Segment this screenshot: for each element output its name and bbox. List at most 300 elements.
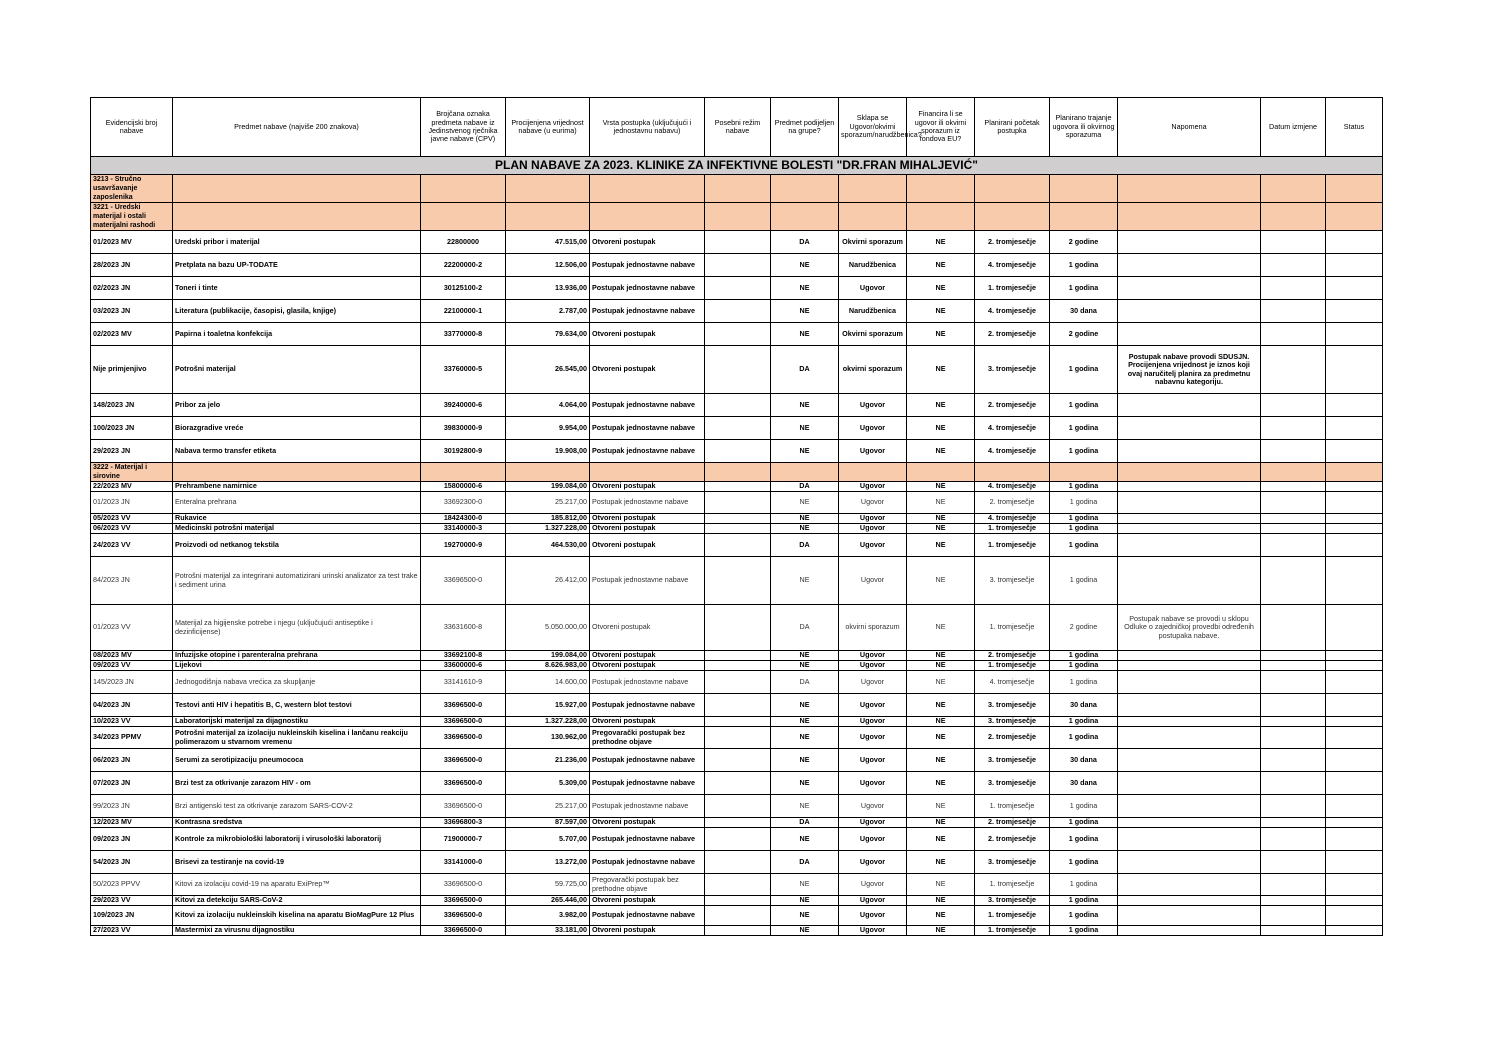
section-empty-cell xyxy=(975,463,1050,482)
cell-predmet-nabave: Kitovi za izolaciju covid-19 na aparatu ExiPrep™ xyxy=(173,874,421,896)
cell-evidencijski-broj: 29/2023 JN xyxy=(91,440,173,463)
section-empty-cell xyxy=(1050,463,1118,482)
cell-cpv-oznaka: 33696500-0 xyxy=(421,926,506,936)
cell-planirano-trajanje: 1 godina xyxy=(1050,277,1118,300)
cell-ugovor-tip: Ugovor xyxy=(839,851,907,874)
cell-cpv-oznaka: 33631600-8 xyxy=(421,605,506,651)
cell-posebni-rezim xyxy=(705,492,771,514)
table-row xyxy=(91,524,1383,534)
cell-cpv-oznaka: 39830000-9 xyxy=(421,417,506,440)
cell-podijeljen-na-grupe: DA xyxy=(771,671,839,694)
table-row xyxy=(91,795,1383,818)
cell-napomena: Postupak nabave provodi SDUSJN. Procijenjena vrijednost je iznos koji ovaj naručitelj planira za predmetnu nabavnu kategoriju. xyxy=(1118,346,1261,394)
cell-evidencijski-broj: 10/2023 VV xyxy=(91,717,173,727)
cell-cpv-oznaka: 33696500-0 xyxy=(421,795,506,818)
cell-cpv-oznaka: 33696800-3 xyxy=(421,818,506,828)
cell-cpv-oznaka: 30125100-2 xyxy=(421,277,506,300)
cell-status xyxy=(1326,394,1383,417)
cell-napomena xyxy=(1118,524,1261,534)
cell-cpv-oznaka: 71900000-7 xyxy=(421,828,506,851)
table-row xyxy=(91,926,1383,936)
cell-vrsta-postupka: Otvoreni postupak xyxy=(590,651,705,661)
cell-posebni-rezim xyxy=(705,694,771,717)
cell-podijeljen-na-grupe: NE xyxy=(771,323,839,346)
section-row xyxy=(91,463,1383,482)
section-empty-cell xyxy=(1326,203,1383,231)
cell-ugovor-tip: Ugovor xyxy=(839,524,907,534)
cell-posebni-rezim xyxy=(705,514,771,524)
column-header-planirano-trajanje: Planirano trajanje ugovora ili okvirnog sporazuma xyxy=(1050,98,1118,157)
cell-evidencijski-broj: 06/2023 VV xyxy=(91,524,173,534)
cell-napomena xyxy=(1118,874,1261,896)
cell-datum-izmjene xyxy=(1261,394,1326,417)
cell-predmet-nabave: Uredski pribor i materijal xyxy=(173,231,421,254)
cell-procijenjena-vrijednost: 199.084,00 xyxy=(506,651,590,661)
cell-planirani-pocetak: 2. tromjesečje xyxy=(975,828,1050,851)
cell-vrsta-postupka: Postupak jednostavne nabave xyxy=(590,851,705,874)
cell-napomena xyxy=(1118,828,1261,851)
cell-planirano-trajanje: 1 godina xyxy=(1050,661,1118,671)
cell-evidencijski-broj: 03/2023 JN xyxy=(91,300,173,323)
cell-planirani-pocetak: 2. tromjesečje xyxy=(975,394,1050,417)
cell-eu-fondovi: NE xyxy=(907,795,975,818)
cell-eu-fondovi: NE xyxy=(907,277,975,300)
cell-cpv-oznaka: 33696500-0 xyxy=(421,557,506,605)
cell-predmet-nabave: Laboratorijski materijal za dijagnostiku xyxy=(173,717,421,727)
cell-datum-izmjene xyxy=(1261,557,1326,605)
cell-posebni-rezim xyxy=(705,394,771,417)
cell-posebni-rezim xyxy=(705,300,771,323)
cell-posebni-rezim xyxy=(705,795,771,818)
cell-podijeljen-na-grupe: NE xyxy=(771,417,839,440)
cell-ugovor-tip: Ugovor xyxy=(839,440,907,463)
cell-eu-fondovi: NE xyxy=(907,896,975,906)
cell-planirani-pocetak: 2. tromjesečje xyxy=(975,818,1050,828)
cell-planirano-trajanje: 1 godina xyxy=(1050,896,1118,906)
cell-posebni-rezim xyxy=(705,772,771,795)
cell-posebni-rezim xyxy=(705,231,771,254)
cell-planirani-pocetak: 3. tromjesečje xyxy=(975,749,1050,772)
cell-status xyxy=(1326,828,1383,851)
section-empty-cell xyxy=(421,463,506,482)
cell-procijenjena-vrijednost: 12.506,00 xyxy=(506,254,590,277)
cell-ugovor-tip: Ugovor xyxy=(839,727,907,749)
table-row xyxy=(91,231,1383,254)
cell-vrsta-postupka: Postupak jednostavne nabave xyxy=(590,254,705,277)
cell-ugovor-tip: Okvirni sporazum xyxy=(839,323,907,346)
cell-cpv-oznaka: 39240000-6 xyxy=(421,394,506,417)
cell-eu-fondovi: NE xyxy=(907,749,975,772)
cell-predmet-nabave: Materijal za higijenske potrebe i njegu (uključujući antiseptike i dezinficijense) xyxy=(173,605,421,651)
cell-planirani-pocetak: 3. tromjesečje xyxy=(975,694,1050,717)
cell-status xyxy=(1326,749,1383,772)
cell-procijenjena-vrijednost: 265.446,00 xyxy=(506,896,590,906)
cell-planirani-pocetak: 4. tromjesečje xyxy=(975,254,1050,277)
cell-datum-izmjene xyxy=(1261,417,1326,440)
cell-evidencijski-broj: 99/2023 JN xyxy=(91,795,173,818)
section-empty-cell xyxy=(975,175,1050,203)
cell-predmet-nabave: Prehrambene namirnice xyxy=(173,482,421,492)
cell-vrsta-postupka: Otvoreni postupak xyxy=(590,323,705,346)
cell-procijenjena-vrijednost: 21.236,00 xyxy=(506,749,590,772)
cell-posebni-rezim xyxy=(705,671,771,694)
cell-podijeljen-na-grupe: DA xyxy=(771,534,839,557)
cell-vrsta-postupka: Postupak jednostavne nabave xyxy=(590,749,705,772)
cell-datum-izmjene xyxy=(1261,906,1326,926)
cell-posebni-rezim xyxy=(705,440,771,463)
cell-napomena xyxy=(1118,394,1261,417)
table-row xyxy=(91,896,1383,906)
cell-posebni-rezim xyxy=(705,417,771,440)
cell-status xyxy=(1326,346,1383,394)
cell-procijenjena-vrijednost: 1.327.228,00 xyxy=(506,717,590,727)
cell-ugovor-tip: Ugovor xyxy=(839,795,907,818)
cell-predmet-nabave: Toneri i tinte xyxy=(173,277,421,300)
cell-vrsta-postupka: Postupak jednostavne nabave xyxy=(590,394,705,417)
cell-cpv-oznaka: 22200000-2 xyxy=(421,254,506,277)
table-row xyxy=(91,300,1383,323)
cell-posebni-rezim xyxy=(705,926,771,936)
cell-podijeljen-na-grupe: NE xyxy=(771,749,839,772)
cell-ugovor-tip: Ugovor xyxy=(839,874,907,896)
cell-procijenjena-vrijednost: 5.309,00 xyxy=(506,772,590,795)
table-row xyxy=(91,906,1383,926)
cell-ugovor-tip: Ugovor xyxy=(839,417,907,440)
cell-planirano-trajanje: 30 dana xyxy=(1050,749,1118,772)
cell-planirano-trajanje: 1 godina xyxy=(1050,534,1118,557)
cell-eu-fondovi: NE xyxy=(907,661,975,671)
cell-planirano-trajanje: 30 dana xyxy=(1050,772,1118,795)
cell-napomena xyxy=(1118,534,1261,557)
cell-evidencijski-broj: 01/2023 JN xyxy=(91,492,173,514)
table-row xyxy=(91,417,1383,440)
cell-datum-izmjene xyxy=(1261,440,1326,463)
cell-evidencijski-broj: 12/2023 MV xyxy=(91,818,173,828)
cell-ugovor-tip: Ugovor xyxy=(839,828,907,851)
page-title: PLAN NABAVE ZA 2023. KLINIKE ZA INFEKTIVNE BOLESTI "DR.FRAN MIHALJEVIĆ" xyxy=(91,157,1383,175)
cell-status xyxy=(1326,534,1383,557)
cell-procijenjena-vrijednost: 2.787,00 xyxy=(506,300,590,323)
cell-evidencijski-broj: 01/2023 MV xyxy=(91,231,173,254)
cell-cpv-oznaka: 33696500-0 xyxy=(421,727,506,749)
cell-eu-fondovi: NE xyxy=(907,671,975,694)
cell-planirani-pocetak: 1. tromjesečje xyxy=(975,661,1050,671)
cell-status xyxy=(1326,694,1383,717)
cell-evidencijski-broj: 09/2023 VV xyxy=(91,661,173,671)
cell-eu-fondovi: NE xyxy=(907,417,975,440)
cell-eu-fondovi: NE xyxy=(907,828,975,851)
cell-eu-fondovi: NE xyxy=(907,727,975,749)
cell-status xyxy=(1326,651,1383,661)
table-row xyxy=(91,671,1383,694)
cell-ugovor-tip: Ugovor xyxy=(839,557,907,605)
cell-posebni-rezim xyxy=(705,323,771,346)
table-row xyxy=(91,440,1383,463)
column-header-vrsta-postupka: Vrsta postupka (uključujući i jednostavnu nabavu) xyxy=(590,98,705,157)
cell-ugovor-tip: Ugovor xyxy=(839,694,907,717)
section-empty-cell xyxy=(907,463,975,482)
cell-planirano-trajanje: 1 godina xyxy=(1050,906,1118,926)
cell-datum-izmjene xyxy=(1261,818,1326,828)
section-empty-cell xyxy=(1261,203,1326,231)
cell-planirani-pocetak: 1. tromjesečje xyxy=(975,926,1050,936)
section-empty-cell xyxy=(1118,463,1261,482)
section-empty-cell xyxy=(173,203,421,231)
section-empty-cell xyxy=(839,175,907,203)
cell-podijeljen-na-grupe: NE xyxy=(771,661,839,671)
cell-posebni-rezim xyxy=(705,818,771,828)
cell-ugovor-tip: Ugovor xyxy=(839,394,907,417)
section-empty-cell xyxy=(506,203,590,231)
cell-podijeljen-na-grupe: NE xyxy=(771,394,839,417)
cell-napomena xyxy=(1118,926,1261,936)
cell-datum-izmjene xyxy=(1261,605,1326,651)
cell-planirano-trajanje: 1 godina xyxy=(1050,717,1118,727)
cell-eu-fondovi: NE xyxy=(907,717,975,727)
cell-procijenjena-vrijednost: 13.936,00 xyxy=(506,277,590,300)
cell-datum-izmjene xyxy=(1261,346,1326,394)
cell-status xyxy=(1326,896,1383,906)
cell-status xyxy=(1326,440,1383,463)
cell-procijenjena-vrijednost: 8.626.983,00 xyxy=(506,661,590,671)
cell-predmet-nabave: Potrošni materijal za integrirani automatizirani urinski analizator za test trake i sediment urina xyxy=(173,557,421,605)
cell-vrsta-postupka: Postupak jednostavne nabave xyxy=(590,828,705,851)
cell-napomena xyxy=(1118,795,1261,818)
cell-napomena xyxy=(1118,514,1261,524)
cell-eu-fondovi: NE xyxy=(907,534,975,557)
cell-planirano-trajanje: 1 godina xyxy=(1050,394,1118,417)
cell-cpv-oznaka: 33696500-0 xyxy=(421,749,506,772)
cell-planirano-trajanje: 1 godina xyxy=(1050,482,1118,492)
cell-napomena xyxy=(1118,323,1261,346)
cell-procijenjena-vrijednost: 464.530,00 xyxy=(506,534,590,557)
cell-evidencijski-broj: 148/2023 JN xyxy=(91,394,173,417)
cell-podijeljen-na-grupe: DA xyxy=(771,231,839,254)
section-empty-cell xyxy=(590,175,705,203)
cell-napomena xyxy=(1118,772,1261,795)
section-empty-cell xyxy=(1118,175,1261,203)
section-empty-cell xyxy=(705,463,771,482)
cell-vrsta-postupka: Postupak jednostavne nabave xyxy=(590,440,705,463)
cell-podijeljen-na-grupe: NE xyxy=(771,514,839,524)
cell-datum-izmjene xyxy=(1261,851,1326,874)
cell-datum-izmjene xyxy=(1261,651,1326,661)
cell-ugovor-tip: Ugovor xyxy=(839,534,907,557)
cell-vrsta-postupka: Otvoreni postupak xyxy=(590,661,705,671)
cell-status xyxy=(1326,277,1383,300)
cell-ugovor-tip: okvirni sporazum xyxy=(839,605,907,651)
cell-vrsta-postupka: Pregovarački postupak bez prethodne objave xyxy=(590,727,705,749)
cell-napomena xyxy=(1118,749,1261,772)
cell-cpv-oznaka: 33696500-0 xyxy=(421,694,506,717)
cell-evidencijski-broj: 84/2023 JN xyxy=(91,557,173,605)
cell-vrsta-postupka: Postupak jednostavne nabave xyxy=(590,906,705,926)
cell-planirano-trajanje: 1 godina xyxy=(1050,851,1118,874)
cell-procijenjena-vrijednost: 26.545,00 xyxy=(506,346,590,394)
cell-evidencijski-broj: 27/2023 VV xyxy=(91,926,173,936)
cell-vrsta-postupka: Otvoreni postupak xyxy=(590,514,705,524)
cell-predmet-nabave: Brzi antigenski test za otkrivanje zarazom SARS-COV-2 xyxy=(173,795,421,818)
cell-planirani-pocetak: 3. tromjesečje xyxy=(975,896,1050,906)
table-row xyxy=(91,254,1383,277)
cell-datum-izmjene xyxy=(1261,795,1326,818)
cell-cpv-oznaka: 19270000-9 xyxy=(421,534,506,557)
cell-status xyxy=(1326,874,1383,896)
cell-datum-izmjene xyxy=(1261,749,1326,772)
cell-planirano-trajanje: 30 dana xyxy=(1050,694,1118,717)
cell-cpv-oznaka: 33141000-0 xyxy=(421,851,506,874)
cell-procijenjena-vrijednost: 47.515,00 xyxy=(506,231,590,254)
section-row xyxy=(91,203,1383,231)
cell-podijeljen-na-grupe: NE xyxy=(771,795,839,818)
cell-cpv-oznaka: 33760000-5 xyxy=(421,346,506,394)
table-row xyxy=(91,651,1383,661)
cell-cpv-oznaka: 33696500-0 xyxy=(421,717,506,727)
cell-planirano-trajanje: 1 godina xyxy=(1050,671,1118,694)
cell-napomena xyxy=(1118,651,1261,661)
cell-procijenjena-vrijednost: 79.634,00 xyxy=(506,323,590,346)
cell-procijenjena-vrijednost: 3.982,00 xyxy=(506,906,590,926)
section-empty-cell xyxy=(1261,175,1326,203)
cell-planirano-trajanje: 1 godina xyxy=(1050,727,1118,749)
table-row xyxy=(91,605,1383,651)
cell-procijenjena-vrijednost: 130.962,00 xyxy=(506,727,590,749)
cell-vrsta-postupka: Otvoreni postupak xyxy=(590,896,705,906)
cell-predmet-nabave: Rukavice xyxy=(173,514,421,524)
cell-evidencijski-broj: 145/2023 JN xyxy=(91,671,173,694)
cell-eu-fondovi: NE xyxy=(907,514,975,524)
cell-eu-fondovi: NE xyxy=(907,231,975,254)
cell-predmet-nabave: Pribor za jelo xyxy=(173,394,421,417)
cell-datum-izmjene xyxy=(1261,772,1326,795)
section-empty-cell xyxy=(1326,463,1383,482)
table-row xyxy=(91,323,1383,346)
cell-ugovor-tip: Ugovor xyxy=(839,818,907,828)
cell-datum-izmjene xyxy=(1261,254,1326,277)
table-body xyxy=(91,175,1383,936)
table-row xyxy=(91,818,1383,828)
cell-datum-izmjene xyxy=(1261,727,1326,749)
cell-napomena xyxy=(1118,277,1261,300)
cell-predmet-nabave: Literatura (publikacije, časopisi, glasila, knjige) xyxy=(173,300,421,323)
section-empty-cell xyxy=(771,175,839,203)
cell-posebni-rezim xyxy=(705,717,771,727)
cell-status xyxy=(1326,605,1383,651)
cell-status xyxy=(1326,671,1383,694)
cell-eu-fondovi: NE xyxy=(907,874,975,896)
cell-status xyxy=(1326,300,1383,323)
cell-planirano-trajanje: 2 godine xyxy=(1050,605,1118,651)
cell-vrsta-postupka: Postupak jednostavne nabave xyxy=(590,277,705,300)
cell-eu-fondovi: NE xyxy=(907,651,975,661)
cell-planirano-trajanje: 2 godine xyxy=(1050,323,1118,346)
cell-posebni-rezim xyxy=(705,749,771,772)
cell-evidencijski-broj: 02/2023 MV xyxy=(91,323,173,346)
cell-planirani-pocetak: 2. tromjesečje xyxy=(975,651,1050,661)
cell-eu-fondovi: NE xyxy=(907,346,975,394)
cell-posebni-rezim xyxy=(705,346,771,394)
cell-evidencijski-broj: 34/2023 PPMV xyxy=(91,727,173,749)
cell-procijenjena-vrijednost: 14.600,00 xyxy=(506,671,590,694)
table-row xyxy=(91,534,1383,557)
section-empty-cell xyxy=(771,463,839,482)
cell-evidencijski-broj: 01/2023 VV xyxy=(91,605,173,651)
cell-podijeljen-na-grupe: DA xyxy=(771,346,839,394)
table-row xyxy=(91,727,1383,749)
cell-podijeljen-na-grupe: NE xyxy=(771,254,839,277)
cell-eu-fondovi: NE xyxy=(907,605,975,651)
cell-planirani-pocetak: 4. tromjesečje xyxy=(975,440,1050,463)
cell-ugovor-tip: Ugovor xyxy=(839,651,907,661)
table-header-row xyxy=(91,98,1383,157)
cell-ugovor-tip: Ugovor xyxy=(839,926,907,936)
cell-status xyxy=(1326,482,1383,492)
cell-procijenjena-vrijednost: 13.272,00 xyxy=(506,851,590,874)
cell-planirano-trajanje: 1 godina xyxy=(1050,514,1118,524)
cell-ugovor-tip: Ugovor xyxy=(839,492,907,514)
cell-posebni-rezim xyxy=(705,727,771,749)
cell-evidencijski-broj: 29/2023 VV xyxy=(91,896,173,906)
cell-eu-fondovi: NE xyxy=(907,524,975,534)
cell-planirani-pocetak: 3. tromjesečje xyxy=(975,851,1050,874)
cell-planirano-trajanje: 1 godina xyxy=(1050,926,1118,936)
section-empty-cell xyxy=(705,203,771,231)
cell-ugovor-tip: Ugovor xyxy=(839,717,907,727)
cell-predmet-nabave: Serumi za serotipizaciju pneumococa xyxy=(173,749,421,772)
cell-ugovor-tip: okvirni sporazum xyxy=(839,346,907,394)
column-header-eu-fondovi: Financira li se ugovor ili okvirni sporazum iz fondova EU? xyxy=(907,98,975,157)
cell-posebni-rezim xyxy=(705,906,771,926)
cell-planirano-trajanje: 1 godina xyxy=(1050,254,1118,277)
cell-datum-izmjene xyxy=(1261,231,1326,254)
cell-ugovor-tip: Ugovor xyxy=(839,772,907,795)
cell-napomena: Postupak nabave se provodi u sklopu Odluke o zajedničkoj provedbi određenih postupaka nabave. xyxy=(1118,605,1261,651)
cell-ugovor-tip: Ugovor xyxy=(839,749,907,772)
cell-planirano-trajanje: 1 godina xyxy=(1050,818,1118,828)
cell-predmet-nabave: Papirna i toaletna konfekcija xyxy=(173,323,421,346)
cell-status xyxy=(1326,818,1383,828)
cell-napomena xyxy=(1118,440,1261,463)
cell-napomena xyxy=(1118,254,1261,277)
cell-cpv-oznaka: 33140000-3 xyxy=(421,524,506,534)
cell-napomena xyxy=(1118,906,1261,926)
cell-evidencijski-broj: 05/2023 VV xyxy=(91,514,173,524)
cell-napomena xyxy=(1118,851,1261,874)
cell-procijenjena-vrijednost: 9.954,00 xyxy=(506,417,590,440)
cell-planirani-pocetak: 2. tromjesečje xyxy=(975,323,1050,346)
section-empty-cell xyxy=(705,175,771,203)
cell-vrsta-postupka: Otvoreni postupak xyxy=(590,818,705,828)
cell-procijenjena-vrijednost: 5.050.000,00 xyxy=(506,605,590,651)
cell-vrsta-postupka: Otvoreni postupak xyxy=(590,717,705,727)
cell-status xyxy=(1326,906,1383,926)
cell-cpv-oznaka: 30192800-9 xyxy=(421,440,506,463)
cell-cpv-oznaka: 33696500-0 xyxy=(421,874,506,896)
column-header-cpv-oznaka: Brojčana oznaka predmeta nabave iz Jedinstvenog rječnika javne nabave (CPV) xyxy=(421,98,506,157)
cell-evidencijski-broj: 28/2023 JN xyxy=(91,254,173,277)
table-row xyxy=(91,717,1383,727)
cell-status xyxy=(1326,661,1383,671)
section-empty-cell xyxy=(1118,203,1261,231)
cell-status xyxy=(1326,727,1383,749)
cell-planirano-trajanje: 1 godina xyxy=(1050,795,1118,818)
cell-posebni-rezim xyxy=(705,534,771,557)
cell-status xyxy=(1326,795,1383,818)
cell-vrsta-postupka: Postupak jednostavne nabave xyxy=(590,671,705,694)
cell-datum-izmjene xyxy=(1261,277,1326,300)
table-row xyxy=(91,277,1383,300)
cell-eu-fondovi: NE xyxy=(907,394,975,417)
